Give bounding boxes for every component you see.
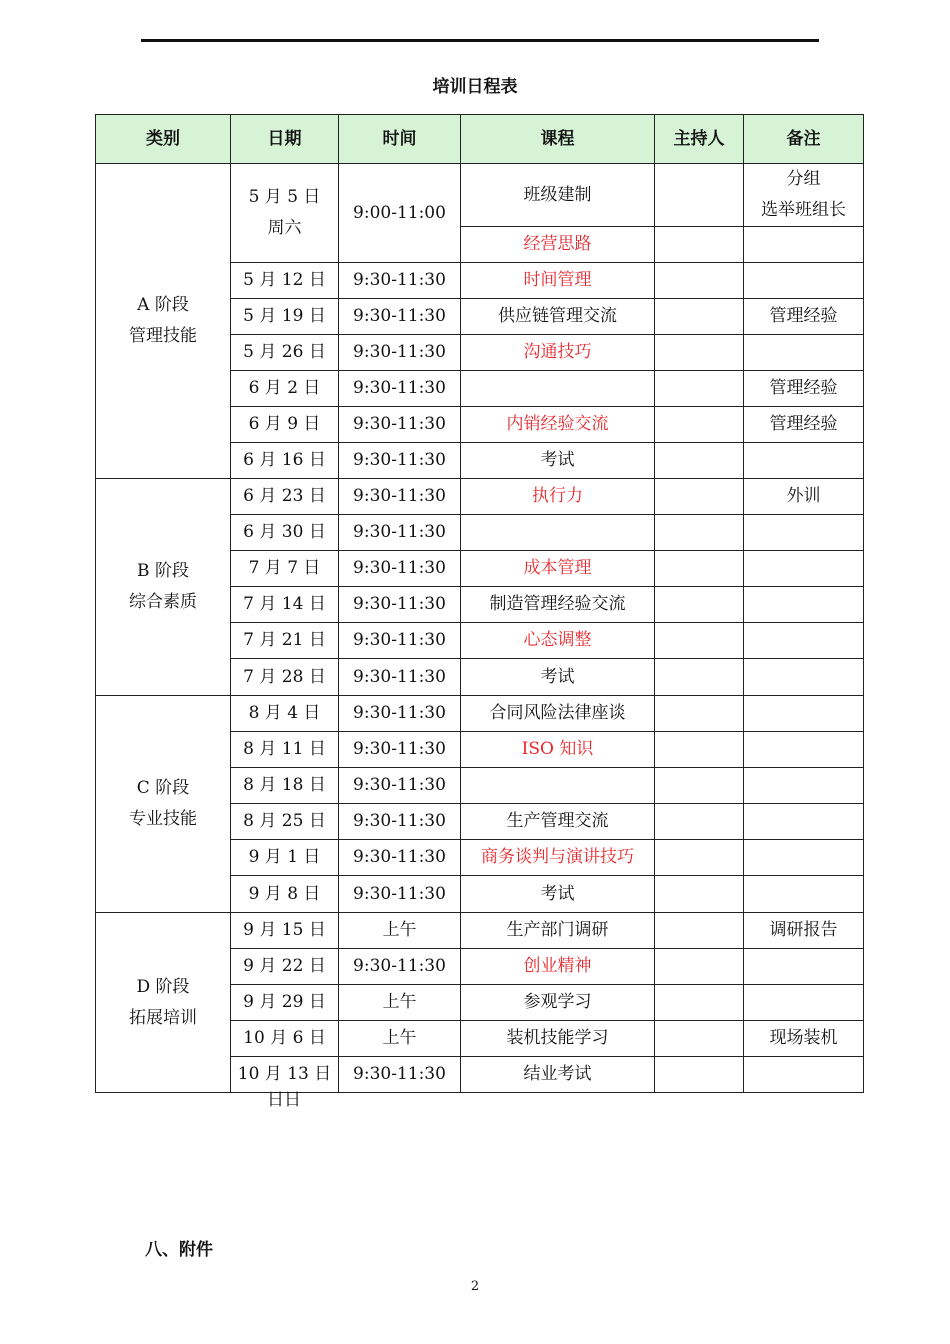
stage-subtitle: 综合素质 [129,592,197,612]
host-cell [655,443,744,479]
course-cell: 考试 [461,443,655,479]
date-text: 9 月 15 日 [243,920,326,940]
date-cell [231,515,339,551]
host-cell [655,985,744,1021]
host-cell [655,299,744,335]
note-cell [744,551,864,587]
date-text: 7 月 21 日 [243,630,326,650]
time-cell: 9:30-11:30 [339,335,461,371]
course-cell: 商务谈判与演讲技巧 [461,840,655,876]
table-row [96,913,864,949]
date-cell [231,263,339,299]
date-cell [231,551,339,587]
date-cell [231,985,339,1021]
time-cell: 9:30-11:30 [339,263,461,299]
time-cell: 9:30-11:30 [339,443,461,479]
weekday-text: 周六 [267,218,302,238]
time-cell: 上午 [339,1021,461,1057]
time-cell: 9:30-11:30 [339,840,461,876]
stage-name: A 阶段 [137,295,189,315]
note-cell: 管理经验 [744,299,864,335]
date-cell [231,949,339,985]
note-cell [744,804,864,840]
time-cell: 9:30-11:30 [339,515,461,551]
note-cell [744,696,864,732]
date-cell [231,164,339,263]
date-cell [231,840,339,876]
stage-cell [96,164,231,479]
note-cell: 调研报告 [744,913,864,949]
section-heading: 八、附件 [145,1240,213,1260]
note-cell [744,659,864,696]
time-cell: 9:30-11:30 [339,659,461,696]
stage-name: D 阶段 [136,976,190,997]
page-number: 2 [470,1279,480,1294]
date-text: 7 月 14 日 [243,594,326,614]
date-cell [231,804,339,840]
note-cell [744,515,864,551]
stage-cell [96,479,231,696]
course-cell: ISO 知识 [461,732,655,768]
date-cell [231,876,339,913]
time-cell: 9:30-11:30 [339,407,461,443]
host-cell [655,768,744,804]
course-cell: 制造管理经验交流 [461,587,655,623]
document-title: 培训日程表 [432,77,518,97]
host-cell [655,732,744,768]
table-row [96,696,864,732]
note-cell [744,164,864,227]
host-cell [655,1021,744,1057]
course-cell: 班级建制 [461,164,655,227]
course-cell: 考试 [461,876,655,913]
host-cell [655,840,744,876]
date-text: 6 月 9 日 [248,414,321,434]
date-cell [231,732,339,768]
course-cell: 经营思路 [461,227,655,263]
table-row [96,164,864,227]
course-cell: 心态调整 [461,623,655,659]
header-time: 时间 [339,115,461,164]
course-cell: 生产管理交流 [461,804,655,840]
training-schedule-table [95,114,864,1110]
date-cell [231,696,339,732]
time-cell: 9:30-11:30 [339,551,461,587]
time-cell: 9:30-11:30 [339,804,461,840]
note-cell [744,1057,864,1093]
host-cell [655,1057,744,1093]
date-cell [231,659,339,696]
host-cell [655,335,744,371]
host-cell [655,164,744,227]
date-cell [231,335,339,371]
header-category: 类别 [96,115,231,164]
note-cell [744,985,864,1021]
date-text: 5 月 12 日 [243,270,326,290]
course-cell: 成本管理 [461,551,655,587]
note-cell [744,227,864,263]
header-date: 日期 [231,115,339,164]
course-cell: 创业精神 [461,949,655,985]
date-cell [231,768,339,804]
date-text: 5 月 26 日 [243,342,326,362]
note-cell [744,949,864,985]
date-cell [231,587,339,623]
time-cell: 9:30-11:30 [339,371,461,407]
stage-name: B 阶段 [137,561,189,581]
course-cell: 生产部门调研 [461,913,655,949]
note-cell [744,335,864,371]
note-cell [744,263,864,299]
date-text: 5 月 19 日 [243,306,326,326]
date-cell [231,407,339,443]
note-cell: 管理经验 [744,407,864,443]
course-cell [461,515,655,551]
date-text: 7 月 28 日 [243,666,326,687]
course-cell: 合同风险法律座谈 [461,696,655,732]
date-text: 8 月 25 日 [243,811,326,831]
date-cell [231,479,339,515]
note-cell [744,876,864,913]
time-cell: 9:30-11:30 [339,768,461,804]
header-note: 备注 [744,115,864,164]
table-row [96,479,864,515]
host-cell [655,551,744,587]
note-cell [744,623,864,659]
time-cell: 9:30-11:30 [339,623,461,659]
note-text: 分组 [786,169,821,189]
time-cell: 9:30-11:30 [339,696,461,732]
date-cell [231,371,339,407]
date-text: 6 月 23 日 [243,486,326,506]
note-text-line2: 选举班组长 [761,200,846,220]
host-cell [655,949,744,985]
course-cell: 结业考试 [461,1057,655,1093]
note-cell [744,732,864,768]
date-text: 10 月 6 日 [243,1028,326,1048]
header-host: 主持人 [655,115,744,164]
date-text: 6 月 2 日 [248,378,321,398]
stage-subtitle: 拓展培训 [129,1007,197,1028]
date-cell [231,1021,339,1057]
time-cell: 上午 [339,913,461,949]
host-cell [655,659,744,696]
note-cell: 现场装机 [744,1021,864,1057]
course-cell: 执行力 [461,479,655,515]
note-cell: 外训 [744,479,864,515]
date-cell [231,443,339,479]
course-cell: 时间管理 [461,263,655,299]
host-cell [655,587,744,623]
time-cell: 9:30-11:30 [339,1057,461,1093]
stage-cell [96,696,231,913]
date-text: 9 月 8 日 [248,883,321,904]
course-cell: 供应链管理交流 [461,299,655,335]
header-rule [141,39,819,42]
host-cell [655,876,744,913]
stage-subtitle: 专业技能 [129,809,197,829]
course-cell [461,371,655,407]
date-cell [231,1057,339,1110]
host-cell [655,696,744,732]
host-cell [655,263,744,299]
date-text: 5 月 5 日 [248,187,321,207]
host-cell [655,913,744,949]
host-cell [655,371,744,407]
host-cell [655,227,744,263]
host-cell [655,804,744,840]
time-cell: 9:30-11:30 [339,587,461,623]
course-cell: 内销经验交流 [461,407,655,443]
date-cell [231,913,339,949]
time-cell: 9:30-11:30 [339,732,461,768]
course-cell [461,768,655,804]
stage-name: C 阶段 [136,778,190,798]
time-cell: 上午 [339,985,461,1021]
stage-cell [96,913,231,1093]
time-cell: 9:30-11:30 [339,479,461,515]
note-cell [744,443,864,479]
time-cell: 9:30-11:30 [339,876,461,913]
course-cell: 装机技能学习 [461,1021,655,1057]
note-cell [744,587,864,623]
date-overflow-text: 日日 [267,1090,301,1110]
stage-subtitle: 管理技能 [129,326,197,346]
time-cell: 9:30-11:30 [339,299,461,335]
table-body [96,164,864,1110]
note-cell [744,768,864,804]
date-cell [231,299,339,335]
date-text: 7 月 7 日 [248,558,321,578]
host-cell [655,515,744,551]
course-cell: 沟通技巧 [461,335,655,371]
date-text: 9 月 1 日 [248,847,321,867]
course-cell: 考试 [461,659,655,696]
date-text: 8 月 11 日 [243,739,326,759]
time-cell: 9:30-11:30 [339,949,461,985]
note-cell [744,840,864,876]
host-cell [655,407,744,443]
date-text: 6 月 30 日 [243,522,326,542]
course-cell: 参观学习 [461,985,655,1021]
date-text: 6 月 16 日 [243,450,326,470]
header-course: 课程 [461,115,655,164]
host-cell [655,623,744,659]
date-text: 10 月 13 日 [237,1064,332,1084]
date-text: 8 月 4 日 [248,703,321,723]
time-cell: 9:00-11:00 [339,164,461,263]
date-text: 9 月 29 日 [243,992,326,1012]
date-text: 8 月 18 日 [243,775,326,795]
table-header-row [96,115,864,164]
date-cell [231,623,339,659]
date-text: 9 月 22 日 [243,956,326,976]
host-cell [655,479,744,515]
note-cell: 管理经验 [744,371,864,407]
